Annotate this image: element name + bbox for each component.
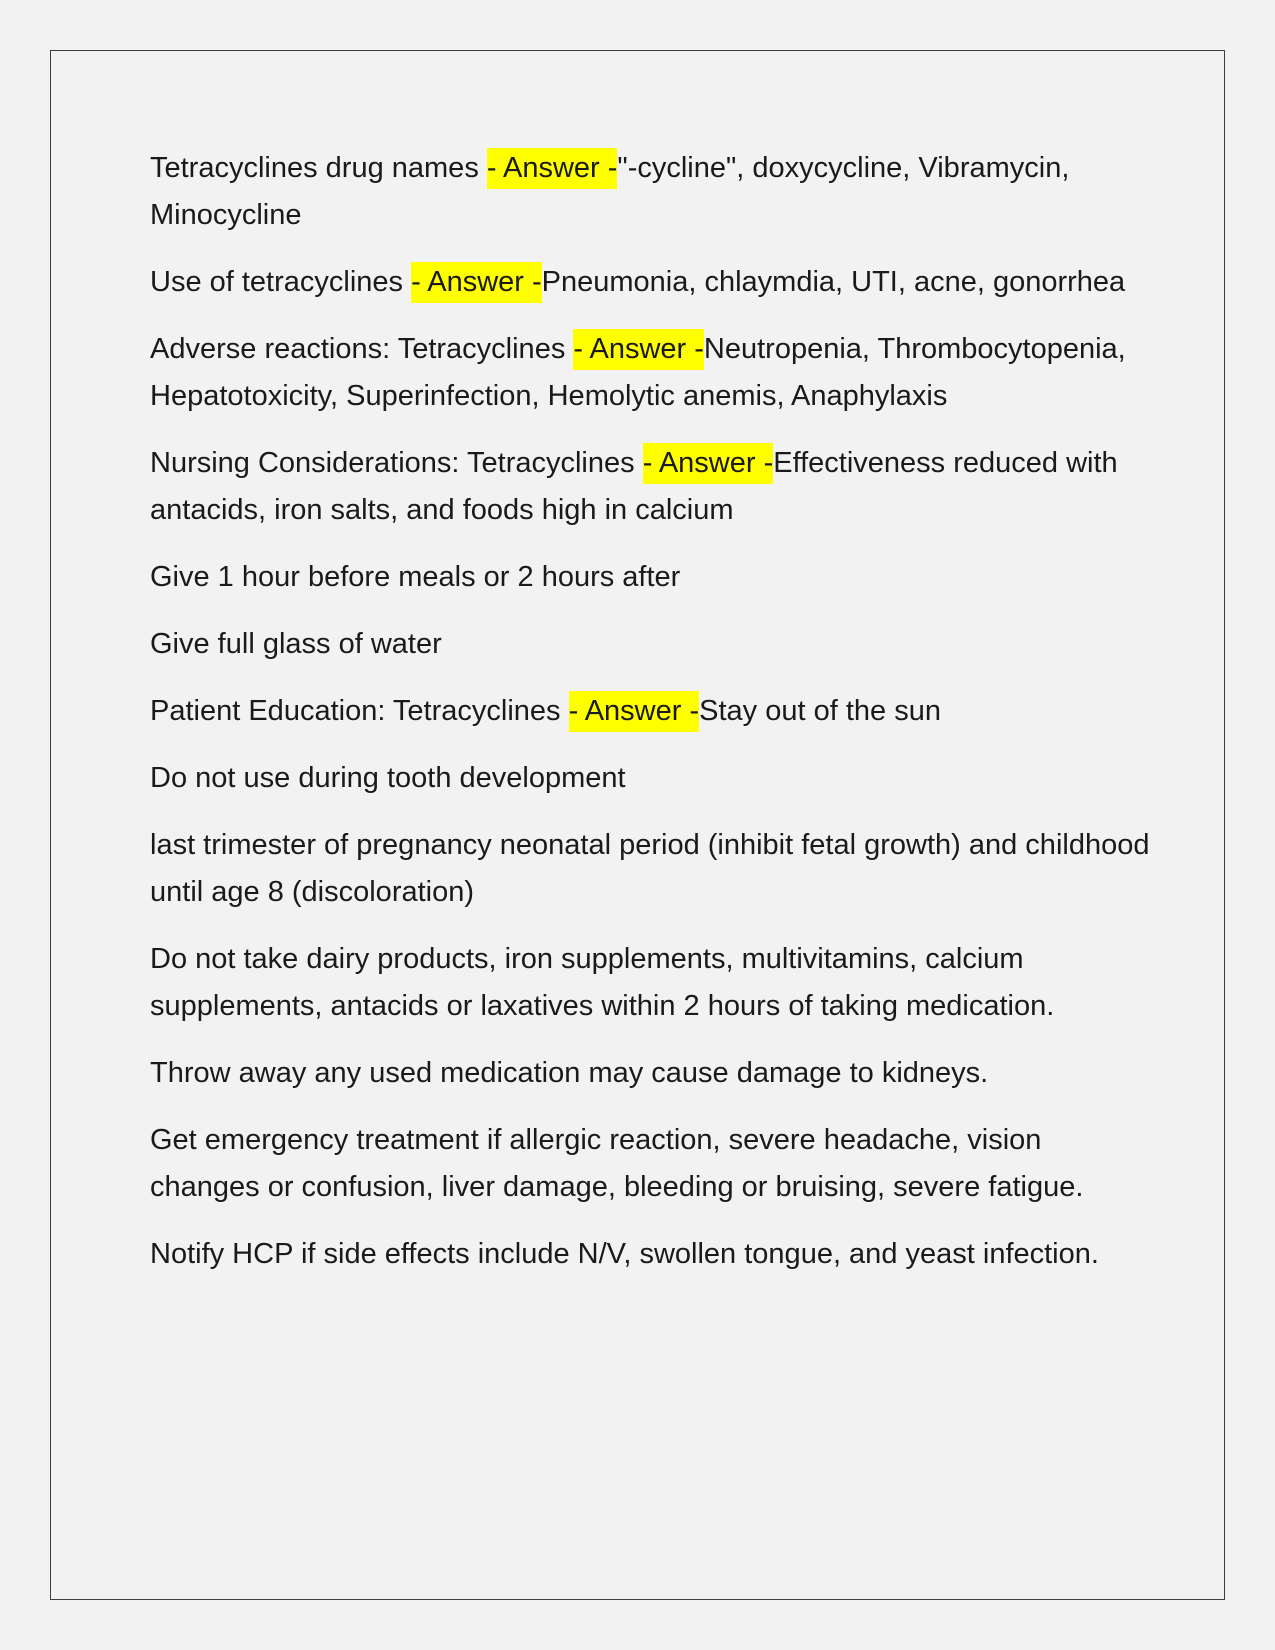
answer-highlight: - Answer - [569,691,700,732]
answer-highlight: - Answer - [643,443,774,484]
question-text: Adverse reactions: Tetracyclines [150,333,574,365]
paragraph-text: Do not use during tooth development [150,762,626,794]
paragraph-text: Notify HCP if side effects include N/V, swollen tongue, and yeast infection. [150,1238,1099,1270]
answer-text: Stay out of the sun [699,695,941,727]
flashcard-drug-names [150,145,1150,239]
answer-highlight: - Answer - [411,262,542,303]
answer-highlight: - Answer - [573,329,704,370]
flashcard-patient-education [150,688,1150,735]
question-text: Use of tetracyclines [150,266,412,298]
paragraph-text: Give full glass of water [150,628,442,660]
answer-text: Neutropenia, Thrombocytopenia, Hepatotoxicity, Superinfection, Hemolytic anemis, Anaphylaxis [150,333,1126,412]
answer-highlight: - Answer - [487,148,618,189]
document-body [150,145,1150,1298]
paragraph-text: last trimester of pregnancy neonatal period (inhibit fetal growth) and childhood until age 8 (discoloration) [150,829,1150,908]
paragraph-text: Throw away any used medication may cause damage to kidneys. [150,1057,989,1089]
answer-text: "-cycline", doxycycline, Vibramycin, Minocycline [150,152,1070,231]
answer-text: Effectiveness reduced with antacids, iron salts, and foods high in calcium [150,447,1118,526]
flashcard-uses [150,259,1150,306]
flashcard-nursing-considerations [150,440,1150,534]
flashcard-adverse-reactions [150,326,1150,420]
paragraph-text: Get emergency treatment if allergic reaction, severe headache, vision changes or confusion, liver damage, bleeding or bruising, severe fatigue. [150,1124,1084,1203]
answer-text: Pneumonia, chlaymdia, UTI, acne, gonorrhea [541,266,1126,298]
question-text: Nursing Considerations: Tetracyclines [150,447,643,479]
paragraph-text: Give 1 hour before meals or 2 hours after [150,561,681,593]
paragraph-text: Do not take dairy products, iron supplements, multivitamins, calcium supplements, antacids or laxatives within 2 hours of taking medication. [150,943,1055,1022]
question-text: Tetracyclines drug names [150,152,487,184]
question-text: Patient Education: Tetracyclines [150,695,569,727]
